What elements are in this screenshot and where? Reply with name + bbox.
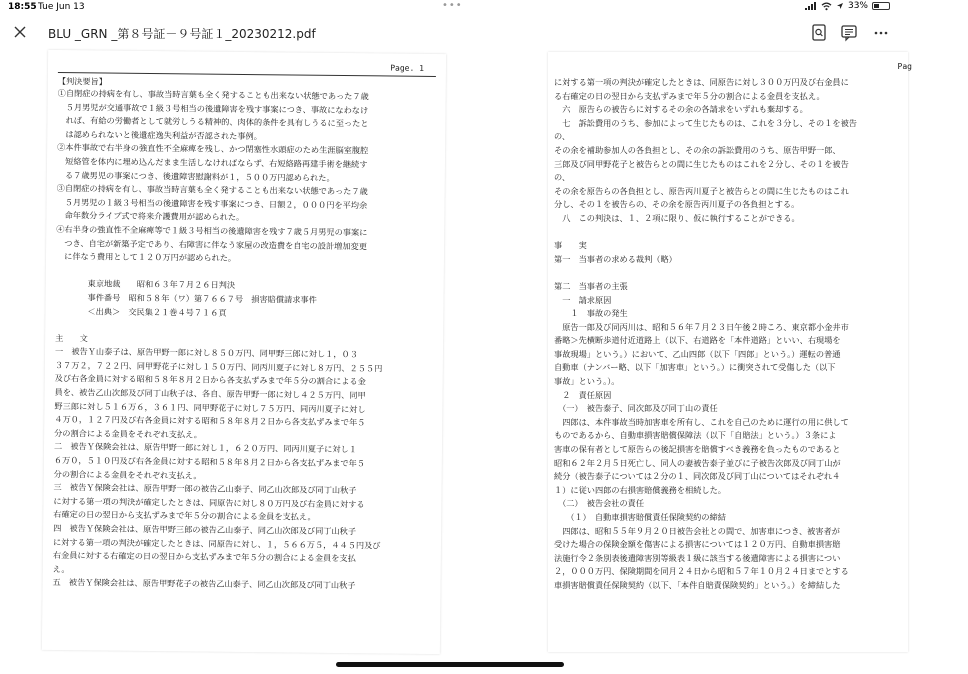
text-line: 一 被告Ｙ山泰子は、原告甲野一郎に対し８５０万円、同甲野三郎に対し１，０３ — [54, 346, 358, 360]
text-line: ４万０，１２７円及び右各金員に対する昭和５８年８月２日から各支払ずみまで年５ — [54, 414, 366, 428]
text-line: ２，０００万円、保険期間を同月２４日から昭和５７年１０月２４日までとする — [554, 566, 849, 577]
text-line: 事件番号 昭和５８年（ワ）第７６６７号 損害賠償請求事件 — [87, 292, 317, 305]
text-line: （二） 被告会社の責任 — [554, 498, 645, 509]
text-line: 分し、その１を被告らの、その余を原告丙川夏子の各負担とする。 — [554, 199, 800, 210]
text-line: 昭和６２年２月５日死亡し、同人の妻被告泰子並びに子被告次郎及び同丁山が — [554, 457, 841, 468]
wifi-icon — [821, 2, 832, 11]
text-line: 命年数分ライプ式で将来介護費用が認められた。 — [56, 210, 245, 223]
text-line: ＜出典＞ 交民集２１巻４号７１６頁 — [87, 305, 227, 318]
text-line: 事故」という。）。 — [554, 376, 620, 387]
text-line: ④右半身の強直性不全麻痺等で１級３号相当の後遺障害を残す７歳５月男児の事案に — [56, 223, 368, 238]
text-line: つき、自宅が新築予定であり、右障害に伴なう家屋の改造費を自宅の設計増加変更 — [56, 237, 367, 251]
home-indicator[interactable] — [336, 662, 564, 667]
battery-icon — [872, 2, 890, 10]
document-title: BLU _GRN _第８号証－９号証１_20230212.pdf — [48, 27, 316, 41]
text-line: 【判決要旨】 — [58, 72, 436, 91]
text-line: に伴なう費用として１２０万円が認められた。 — [55, 251, 237, 264]
text-line: 三 被告Ｙ保険会社は、原告甲野一郎の被告乙山泰子、同乙山次郎及び同丁山秋子 — [53, 482, 357, 496]
text-line: 右確定の日の翌日から支払ずみまで年５分の割合による金員を支払え。 — [53, 509, 316, 523]
close-icon — [14, 26, 26, 38]
status-indicators — [805, 1, 890, 11]
text-line: 一 請求原因 — [554, 294, 612, 305]
status-date: Tue Jun 13 — [38, 2, 85, 12]
battery-fill — [874, 4, 879, 8]
text-line: 自動車（ナンバー略、以下「加害車」という。）に衝突されて受傷した（以下 — [554, 362, 836, 373]
text-line: 四郎は、本件事故当時加害車を所有し、これを自己のために運行の用に供して — [554, 416, 849, 427]
text-line: ものであるから、自動車損害賠償保障法（以下「自賠法」という。）３条によ — [554, 430, 837, 441]
text-line: １）に従い四郎の右損害賠償義務を相続した。 — [554, 484, 726, 495]
text-line: 七 訴訟費用のうち、参加によって生じたものは、これを３分し、その１を被告 — [554, 117, 857, 128]
comment-list-icon — [838, 22, 860, 44]
text-line: 事故現場」という。）において、乙山四郎（以下「四郎」という。）運転の普通 — [554, 348, 841, 359]
text-line: 第一 当事者の求める裁判（略） — [554, 253, 677, 264]
pdf-page-2[interactable] — [548, 52, 912, 652]
text-line: 四郎は、昭和５５年９月２０日被告会社との間で、加害車につき、被害者が — [554, 525, 840, 536]
text-line — [554, 226, 968, 240]
text-line: 員を、被告乙山次郎及び同丁山秋子は、各自、原告甲野一郎に対し４２５万円、同甲 — [54, 387, 366, 401]
text-line: 分の割合による金員をそれぞれ支払え。 — [54, 427, 203, 440]
text-line: は認められないと後遺症逸失利益が否認された事例。 — [57, 128, 263, 141]
text-line: （一） 被告泰子、同次郎及び同丁山の責任 — [554, 403, 718, 414]
document-toolbar — [0, 18, 900, 48]
text-line: え。 — [52, 563, 70, 574]
text-line: ５月男児の１級３号相当の後遺障害を残す事案につき、日額２，０００円を平均余 — [56, 196, 368, 211]
status-time: 18:55 — [8, 2, 37, 12]
page-body-text — [554, 76, 968, 593]
text-line: 及び右各金員に対する昭和５８年８月２日から各支払ずみまで年５分の割合による金 — [54, 373, 366, 387]
text-line: その余を補助参加人の各負担とし、その余の訴訟費用のうち、原告甲野一郎、 — [554, 144, 841, 155]
close-button[interactable] — [10, 22, 30, 42]
text-line: 害車の保有者として原告らの後記損害を賠償すべき義務を負ったものであると — [554, 444, 841, 455]
page-body-text — [52, 72, 435, 594]
text-line: 続分（被告泰子については２分の１、同次郎及び同丁山についてはそれぞれ４ — [554, 471, 841, 482]
text-line: ２ 責任原因 — [554, 389, 612, 400]
text-line: 第二 当事者の主張 — [554, 280, 628, 291]
text-line: 受けた場合の保険金額を傷害による損害については１２０万円、自動車損害賠 — [554, 539, 841, 550]
text-line: １ 事故の発生 — [554, 308, 628, 319]
text-line: ③自閉症の持病を有し、事故当時言葉も全く発することも出来ない状態であった７歳 — [56, 183, 368, 197]
annotations-button[interactable] — [838, 22, 860, 44]
status-bar — [0, 0, 900, 14]
text-line: ①自閉症の持病を有し、事故当時言葉も全く発することも出来ない状態であった７歳 — [57, 88, 369, 102]
text-line: に対する第一項の判決が確定したときは、同原告に対し、１，５６６万５，４４５円及び — [52, 536, 381, 551]
text-line: 主 文 — [55, 332, 88, 344]
text-line: 短絡管を体内に埋め込んだまま生活しなければならず、右短絡路再建手術を継続す — [56, 156, 368, 170]
text-line: ６万０，５１０円及び右各金員に対する昭和５８年８月２日から各支払ずみまで年５ — [53, 455, 366, 469]
text-line: 右金員に対する右確定の日の翌日から支払ずみまで年５分の割合による金員を支払 — [52, 550, 356, 564]
more-icon — [870, 22, 892, 44]
text-line: 五 被告Ｙ保険会社は、原告甲野花子の被告乙山泰子、同乙山次郎及び同丁山秋子 — [52, 577, 356, 591]
text-line: 六 原告らの被告らに対するその余の各請求をいずれも棄却する。 — [554, 104, 808, 115]
text-line: （１） 自動車損害賠償責任保険契約の締結 — [554, 512, 726, 522]
text-line: 事 実 — [554, 240, 587, 251]
text-line: る７歳男児の事案につき、後遺障害慰謝料が１，５００万円認められた。 — [56, 169, 335, 183]
text-line: 番略＞先横断歩道付近道路上（以下、右道路を「本件道路」といい、右現場を — [554, 335, 841, 346]
text-line: 四 被告Ｙ保険会社は、原告甲野三郎の被告乙山泰子、同乙山次郎及び同丁山秋子 — [53, 523, 357, 537]
text-line: 原告一郎及び同丙川は、昭和５６年７月２３日午後２時ころ、東京都小金井市 — [554, 321, 849, 332]
text-line — [554, 266, 968, 280]
text-line: その余を原告らの各負担とし、原告丙川夏子と被告らとの間に生じたものはこれ — [554, 185, 849, 196]
text-line: 二 被告Ｙ保険会社は、原告甲野一郎に対し１，６２０万円、同丙川夏子に対し１ — [53, 441, 357, 455]
text-line: る右確定の日の翌日から支払ずみまで年５分の割合による金員を支払え。 — [554, 90, 825, 101]
text-line: ５月男児が交通事故で１級３号相当の後遺障害を残す事案につき、事故になわなけ — [57, 101, 369, 115]
text-line: 東京地裁 昭和６３年７月２６日判決 — [87, 278, 236, 291]
location-icon — [836, 2, 844, 10]
text-line: の、 — [554, 172, 571, 183]
text-line: ３７万２，７２２円、同甲野花子に対し１５０万円、同丙川夏子に対し８万円、２５５円 — [54, 359, 383, 374]
text-line: 法施行令２条別表後遺障害別等級表１級に該当する後遺障害による損害につい — [554, 552, 841, 563]
page-number: Pag — [897, 62, 912, 71]
text-line: 八 この判決は、１、２項に限り、仮に執行することができる。 — [554, 212, 800, 223]
search-document-button[interactable] — [808, 22, 830, 44]
doc-search-icon — [808, 22, 830, 44]
text-line: に対する第一項の判決が確定したときは、同原告に対し８０万円及び右金員に対する — [53, 495, 365, 510]
text-line: 三郎及び同甲野花子と被告らとの間に生じたものはこれを２分し、その１を被告 — [554, 158, 849, 169]
pdf-page-1[interactable] — [42, 50, 446, 654]
page-number: Page. 1 — [390, 63, 425, 73]
battery-percent: 33% — [847, 1, 868, 11]
multitasking-dots-icon[interactable]: ••• — [442, 0, 463, 11]
text-line: ②本件事故で右半身の強直性不全麻痺を残し、かつ閉塞性水頭症のため生涯脳室腹腔 — [57, 142, 369, 156]
more-options-button[interactable] — [870, 22, 892, 44]
text-line: に対する第一項の判決が確定したときは、同原告に対し３００万円及び右金員に — [554, 77, 849, 87]
text-line: 分の割合による金員をそれぞれ支払え。 — [53, 468, 202, 481]
text-line: 車損害賠償責任保険契約（以下、「本件自賠責保険契約」という。）を締結した — [554, 579, 841, 590]
signal-icon — [805, 2, 817, 10]
text-line: 野三郎に対し５１６万６，３６１円、同甲野花子に対し７５万円、同丙川夏子に対し — [54, 400, 366, 414]
text-line: れば、有給の労働者として就労しうる精神的、肉体的条件を具有しうるに至ったと — [57, 115, 369, 129]
text-line: の、 — [554, 131, 571, 142]
